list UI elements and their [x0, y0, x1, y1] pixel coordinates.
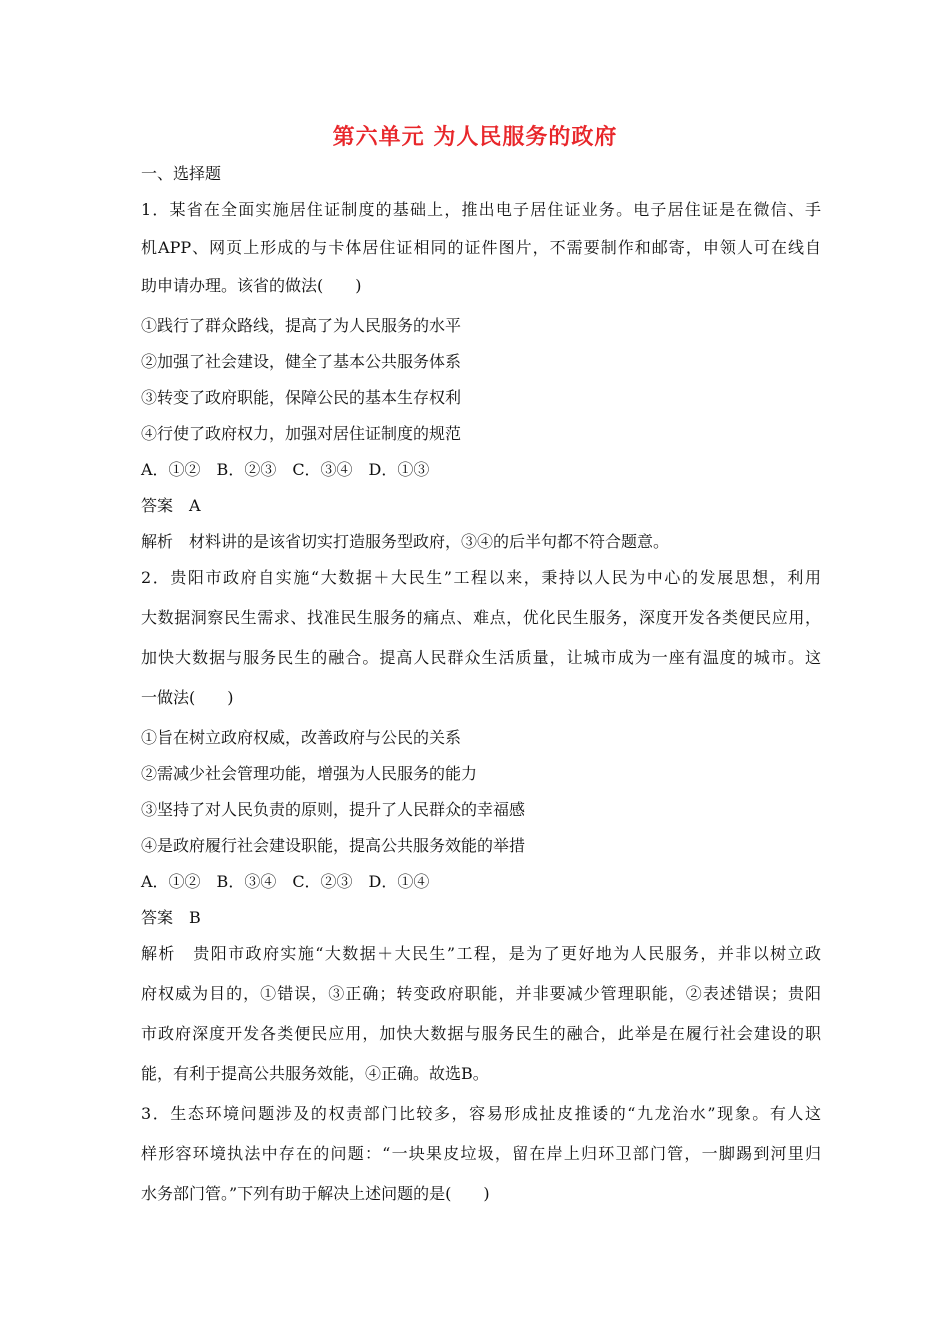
question-1-statement-2: ②加强了社会建设，健全了基本公共服务体系 — [141, 352, 462, 371]
question-2-stem-line-3: 加快大数据与服务民生的融合。提高人民群众生活质量，让城市成为一座有温度的城市。这 — [141, 648, 821, 667]
question-2-statement-3: ③坚持了对人民负责的原则，提升了人民群众的幸福感 — [141, 800, 526, 819]
question-2-stem-line-2: 大数据洞察民生需求、找准民生服务的痛点、难点，优化民生服务，深度开发各类便民应用， — [141, 608, 821, 627]
question-2-stem-line-1: 2．贵阳市政府自实施“大数据＋大民生”工程以来，秉持以人民为中心的发展思想，利用 — [141, 568, 821, 587]
question-1-statement-4: ④行使了政府权力，加强对居住证制度的规范 — [141, 424, 462, 443]
question-2-statement-1: ①旨在树立政府权威，改善政府与公民的关系 — [141, 728, 462, 747]
question-2-analysis-line-4: 能，有利于提高公共服务效能，④正确。故选B。 — [141, 1064, 489, 1083]
question-1-stem-line-2: 机APP、网页上形成的与卡体居住证相同的证件图片，不需要制作和邮寄，申领人可在线自 — [141, 238, 821, 257]
question-2-analysis-line-3: 市政府深度开发各类便民应用，加快大数据与服务民生的融合，此举是在履行社会建设的职 — [141, 1024, 821, 1043]
question-2-statement-4: ④是政府履行社会建设职能，提高公共服务效能的举措 — [141, 836, 526, 855]
question-1-stem-line-1: 1．某省在全面实施居住证制度的基础上，推出电子居住证业务。电子居住证是在微信、手 — [141, 200, 821, 219]
question-2-answer: 答案 B — [141, 908, 201, 927]
question-2-options: A．①② B．③④ C．②③ D．①④ — [141, 872, 430, 891]
question-1-statement-1: ①践行了群众路线，提高了为人民服务的水平 — [141, 316, 462, 335]
page-title: 第六单元 为人民服务的政府 — [332, 125, 618, 150]
question-2-analysis-line-1: 解析 贵阳市政府实施“大数据＋大民生”工程，是为了更好地为人民服务，并非以树立政 — [141, 944, 821, 963]
question-1-answer: 答案 A — [141, 496, 201, 515]
section-heading: 一、选择题 — [141, 164, 222, 183]
question-1-statement-3: ③转变了政府职能，保障公民的基本生存权利 — [141, 388, 462, 407]
question-1-analysis-line-1: 解析 材料讲的是该省切实打造服务型政府，③④的后半句都不符合题意。 — [141, 532, 670, 551]
question-2-analysis-line-2: 府权威为目的，①错误，③正确；转变政府职能，并非要减少管理职能，②表述错误；贵阳 — [141, 984, 821, 1003]
question-3-stem-line-1: 3．生态环境问题涉及的权责部门比较多，容易形成扯皮推诿的“九龙治水”现象。有人这 — [141, 1104, 821, 1123]
question-3-stem-line-3: 水务部门管。”下列有助于解决上述问题的是( ) — [141, 1184, 490, 1203]
question-2-statement-2: ②需减少社会管理功能，增强为人民服务的能力 — [141, 764, 478, 783]
question-2-stem-line-4: 一做法( ) — [141, 688, 234, 707]
question-3-stem-line-2: 样形容环境执法中存在的问题：“一块果皮垃圾，留在岸上归环卫部门管，一脚踢到河里归 — [141, 1144, 821, 1163]
question-1-options: A．①② B．②③ C．③④ D．①③ — [141, 460, 430, 479]
question-1-stem-line-3: 助申请办理。该省的做法( ) — [141, 276, 362, 295]
